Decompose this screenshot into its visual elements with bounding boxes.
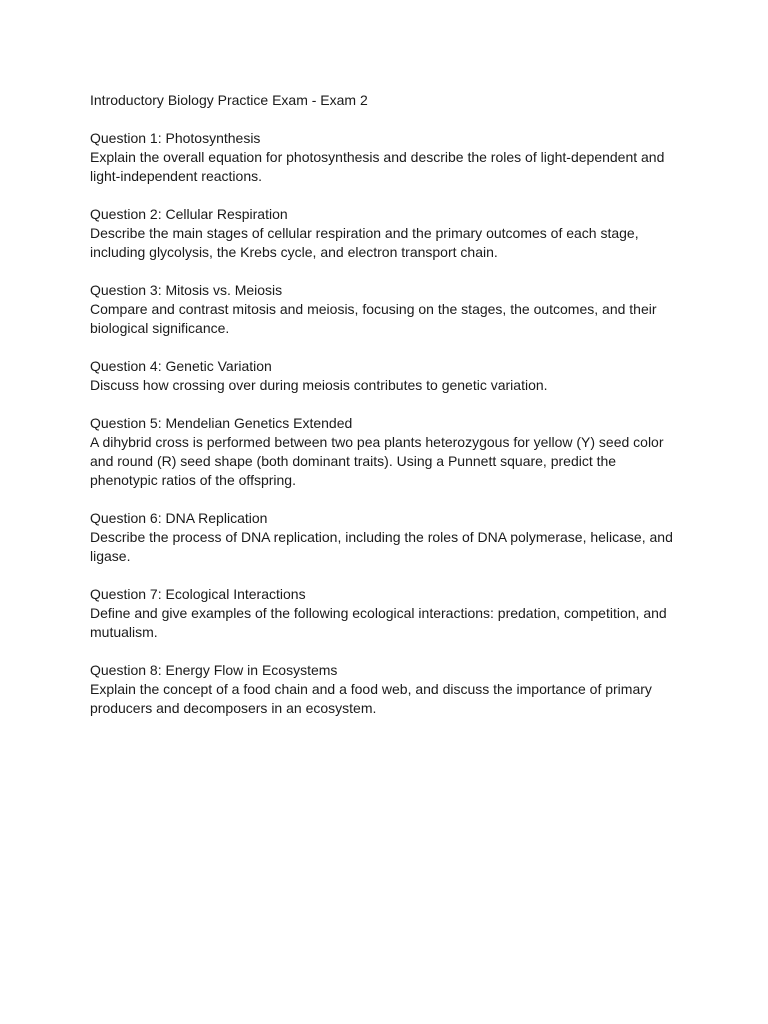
document-title: Introductory Biology Practice Exam - Exam 2	[90, 92, 368, 108]
question-4	[90, 357, 680, 395]
question-heading: Question 8: Energy Flow in Ecosystems	[90, 662, 338, 678]
question-heading: Question 5: Mendelian Genetics Extended	[90, 415, 353, 431]
question-7	[90, 585, 680, 642]
question-2	[90, 205, 680, 262]
question-3	[90, 281, 680, 338]
question-5	[90, 414, 680, 490]
question-heading: Question 3: Mitosis vs. Meiosis	[90, 282, 283, 298]
document-page	[90, 91, 680, 737]
question-body: Describe the process of DNA replication, including the roles of DNA polymerase, helicase, and ligase.	[90, 529, 673, 564]
question-heading: Question 4: Genetic Variation	[90, 358, 272, 374]
question-body: Define and give examples of the following ecological interactions: predation, competition, and mutualism.	[90, 605, 667, 640]
question-body: A dihybrid cross is performed between two pea plants heterozygous for yellow (Y) seed color and round (R) seed shape (both dominant traits). Using a Punnett square, predict the phenotypic ratios of the offspring.	[90, 434, 664, 488]
question-heading: Question 1: Photosynthesis	[90, 130, 261, 146]
question-6	[90, 509, 680, 566]
question-body: Explain the concept of a food chain and a food web, and discuss the importance of primary producers and decomposers in an ecosystem.	[90, 681, 652, 716]
question-body: Discuss how crossing over during meiosis contributes to genetic variation.	[90, 377, 548, 393]
question-1	[90, 129, 680, 186]
question-heading: Question 7: Ecological Interactions	[90, 586, 306, 602]
question-heading: Question 6: DNA Replication	[90, 510, 268, 526]
question-body: Compare and contrast mitosis and meiosis, focusing on the stages, the outcomes, and their biological significance.	[90, 301, 657, 336]
question-8	[90, 661, 680, 718]
question-heading: Question 2: Cellular Respiration	[90, 206, 288, 222]
question-body: Explain the overall equation for photosynthesis and describe the roles of light-dependent and light-independent reactions.	[90, 149, 665, 184]
question-body: Describe the main stages of cellular respiration and the primary outcomes of each stage, including glycolysis, the Krebs cycle, and electron transport chain.	[90, 225, 639, 260]
